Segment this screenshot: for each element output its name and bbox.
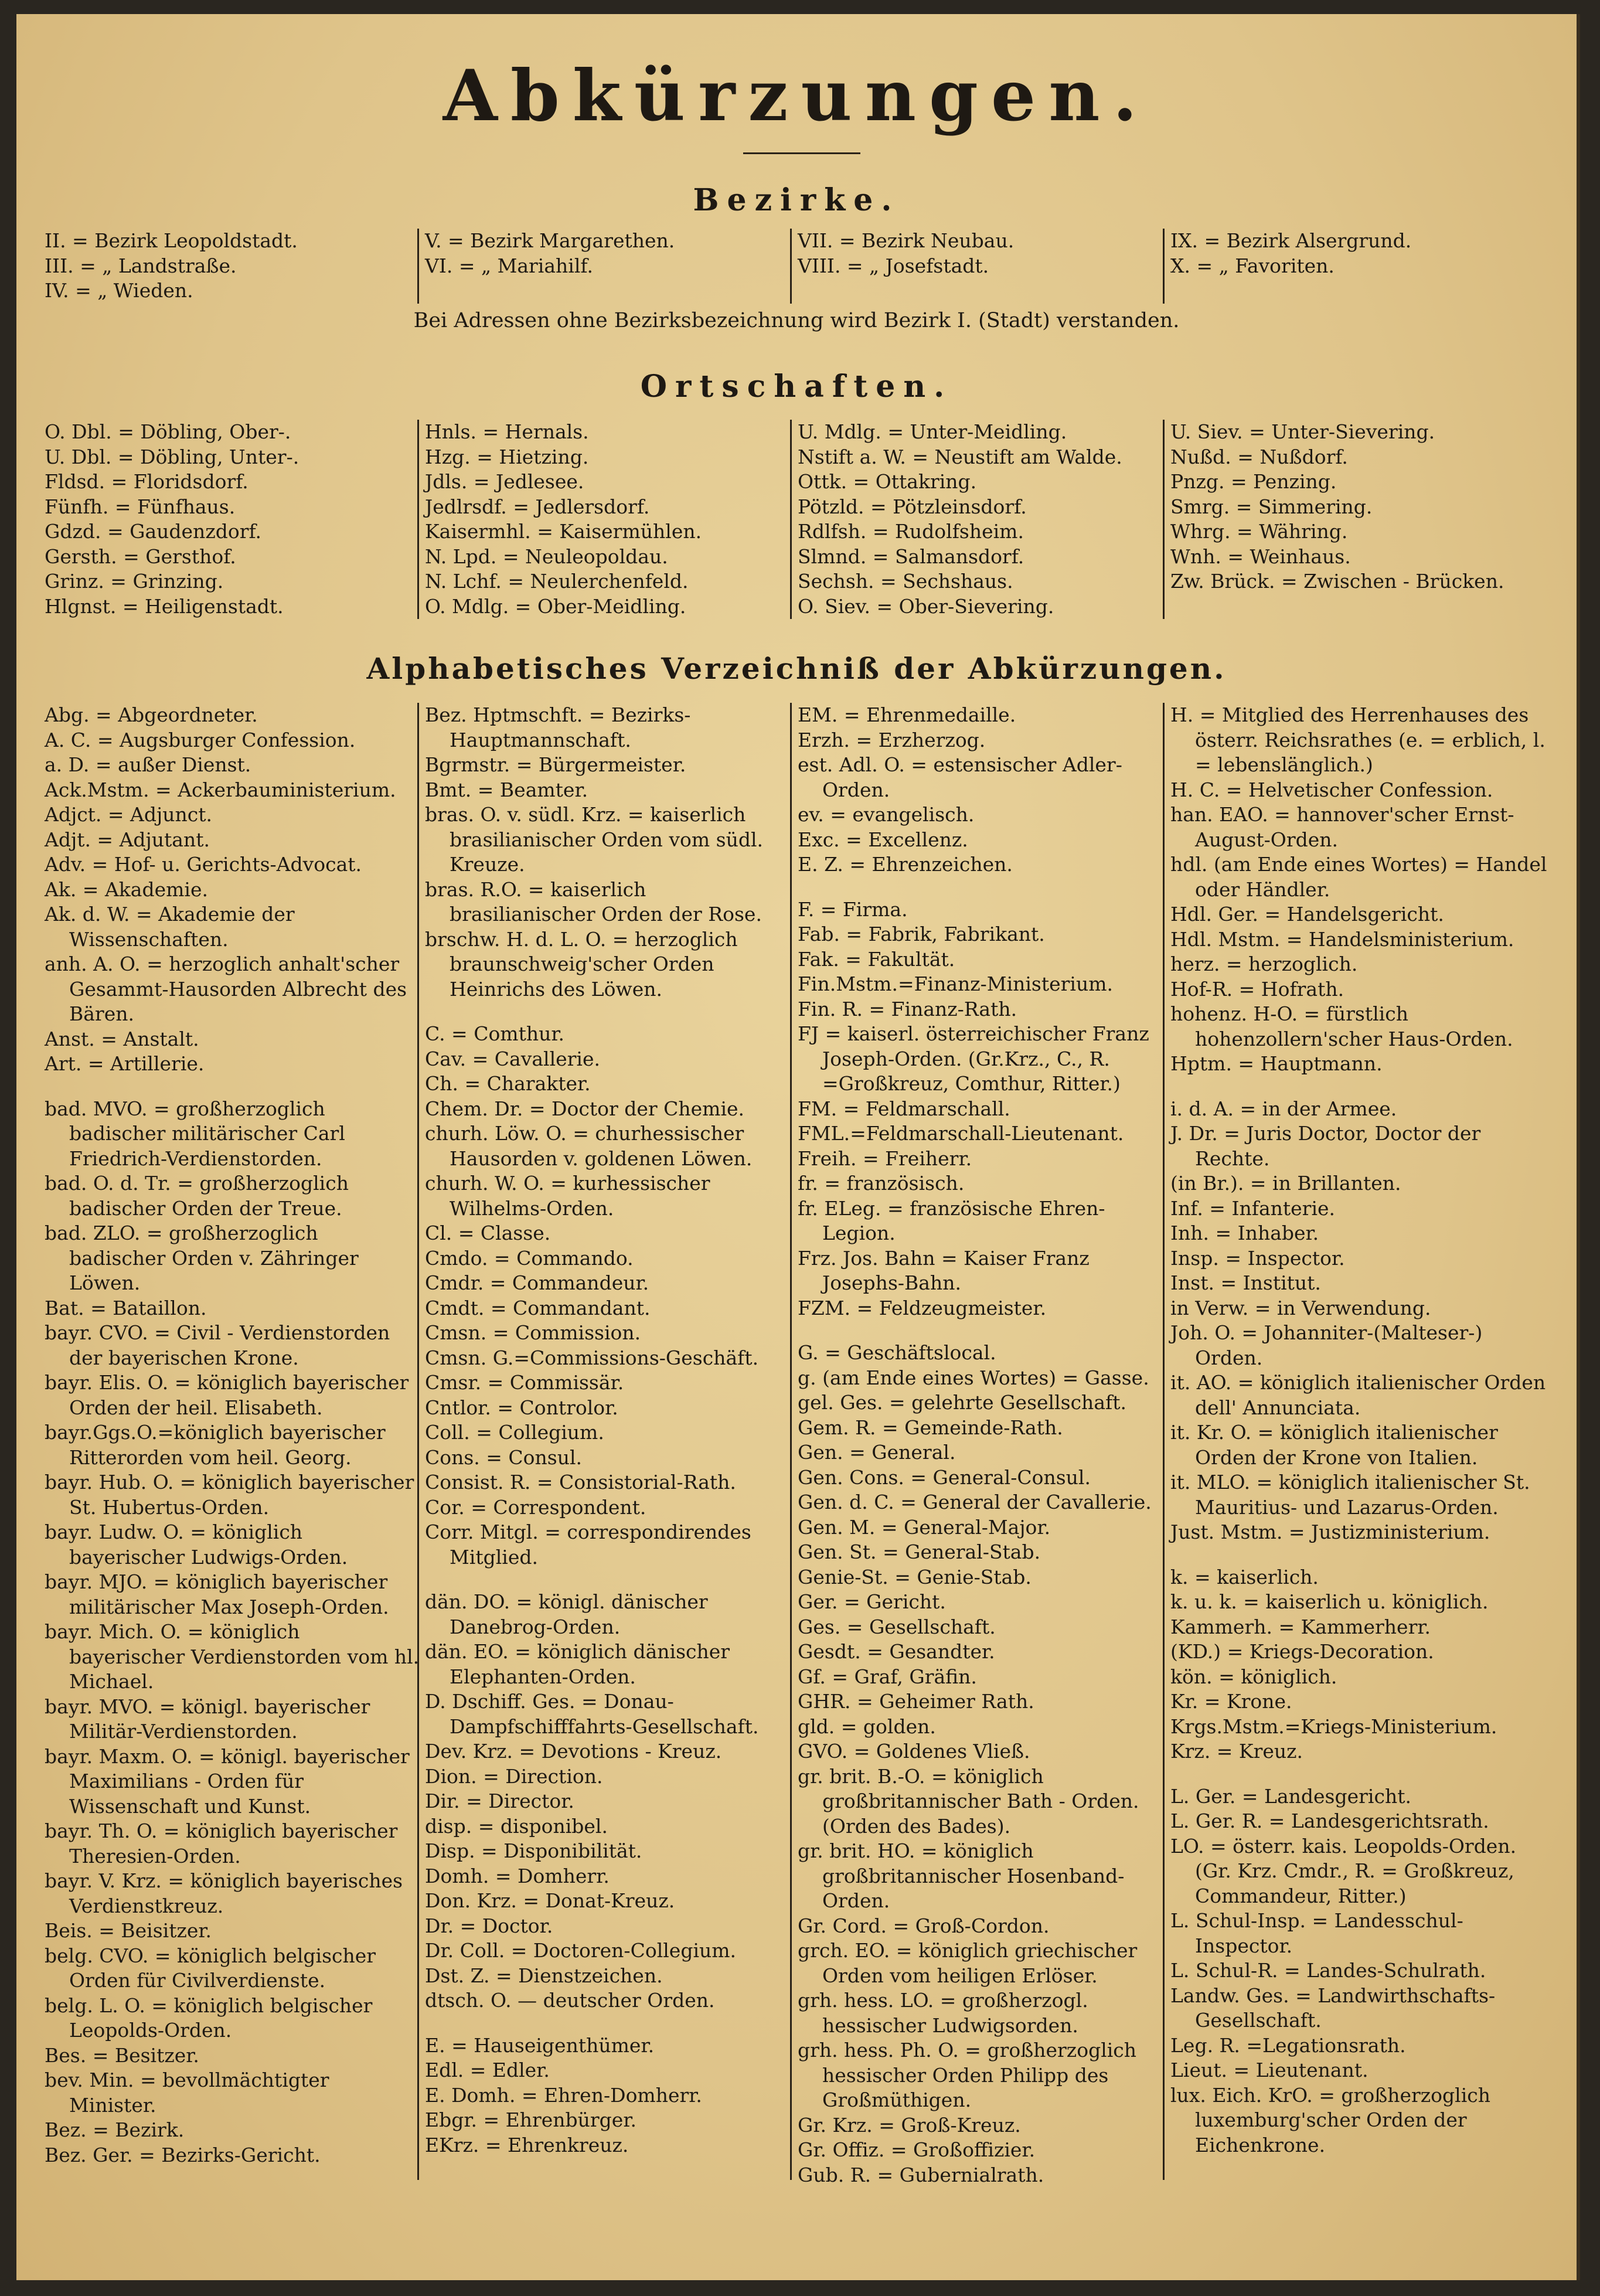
abbreviation-entry: Anst. = Anstalt.	[45, 1027, 199, 1050]
abbreviation-entry: Exc. = Excellenz.	[798, 828, 968, 851]
ortschaft-entry: Wnh. = Weinhaus.	[1170, 545, 1351, 568]
ortschaft-entry: Jedlrsdf. = Jedlersdorf.	[425, 495, 650, 518]
abbreviation-entry: bayr. CVO. = Civil - Verdienstorden der bayerischen Krone.	[45, 1321, 390, 1369]
abbreviation-entry: Cmsn. = Commission.	[425, 1321, 641, 1344]
ortschaften-column-2	[417, 420, 792, 619]
abbreviation-entry: anh. A. O. = herzoglich anhalt'scher Gesammt-Hausorden Albrecht des Bären.	[45, 953, 407, 1025]
abbreviation-entry: Fab. = Fabrik, Fabrikant.	[798, 923, 1045, 945]
abbreviation-entry: bras. R.O. = kaiserlich brasilianischer Orden der Rose.	[425, 877, 762, 926]
abbreviation-entry: bad. MVO. = großherzoglich badischer militärischer Carl Friedrich-Verdienstorden.	[45, 1097, 345, 1170]
ortschaft-entry: O. Mdlg. = Ober-Meidling.	[425, 594, 686, 618]
ortschaft-entry: Hlgnst. = Heiligenstadt.	[45, 594, 284, 618]
bezirk-entry: V. = Bezirk Margarethen.	[425, 229, 675, 252]
abbreviation-entry: EM. = Ehrenmedaille.	[798, 703, 1016, 726]
abbreviation-entry: FML.=Feldmarschall-Lieutenant.	[798, 1122, 1124, 1145]
abbreviation-entry: dtsch. O. — deutscher Orden.	[425, 1989, 715, 2012]
abbreviation-entry: belg. CVO. = königlich belgischer Orden für Civilverdienste.	[45, 1944, 376, 1992]
abbreviation-entry: Chem. Dr. = Doctor der Chemie.	[425, 1097, 745, 1120]
abbreviation-entry: Cl. = Classe.	[425, 1222, 551, 1244]
abbreviation-entry: dän. DO. = königl. dänischer Danebrog-Orden.	[425, 1590, 708, 1638]
abbreviation-entry: Landw. Ges. = Landwirthschafts-Gesellschaft.	[1170, 1984, 1496, 2032]
abbreviation-entry: Adjct. = Adjunct.	[45, 803, 212, 826]
bezirk-entry: VII. = Bezirk Neubau.	[798, 229, 1015, 252]
abbreviation-entry: bev. Min. = bevollmächtigter Minister.	[45, 2069, 329, 2117]
abbreviation-entry: gld. = golden.	[798, 1715, 936, 1738]
abbreviation-entry: J. Dr. = Juris Doctor, Doctor der Rechte.	[1170, 1122, 1481, 1170]
abbreviation-entry: Consist. R. = Consistorial-Rath.	[425, 1471, 736, 1494]
abbreviation-entry: Ch. = Charakter.	[425, 1072, 591, 1095]
ortschaft-entry: Jdls. = Jedlesee.	[425, 470, 584, 493]
abbreviation-entry: Leg. R. =Legationsrath.	[1170, 2033, 1406, 2057]
bezirk-entry: X. = „ Favoriten.	[1170, 254, 1335, 277]
abbreviation-entry: Cmsn. G.=Commissions-Geschäft.	[425, 1346, 759, 1369]
bezirk-entry: II. = Bezirk Leopoldstadt.	[45, 229, 298, 252]
abbreviation-entry: in Verw. = in Verwendung.	[1170, 1296, 1431, 1319]
abbreviation-entry: it. Kr. O. = königlich italienischer Orden der Krone von Italien.	[1170, 1421, 1498, 1469]
abbreviations-column-3	[790, 703, 1165, 2186]
ortschaft-entry: Nstift a. W. = Neustift am Walde.	[798, 445, 1122, 468]
ortschaft-entry: Kaisermhl. = Kaisermühlen.	[425, 520, 702, 543]
abbreviation-entry: Hdl. Ger. = Handelsgericht.	[1170, 903, 1444, 926]
ortschaft-entry: U. Siev. = Unter-Sievering.	[1170, 420, 1435, 443]
abbreviation-entry: Krz. = Kreuz.	[1170, 1740, 1303, 1763]
ortschaft-entry: Nußd. = Nußdorf.	[1170, 445, 1348, 468]
abbreviation-entry: Beis. = Beisitzer.	[45, 1919, 212, 1942]
abbreviation-entry: gr. brit. B.-O. = königlich großbritannischer Bath - Orden. (Orden des Bades).	[798, 1764, 1139, 1838]
abbreviation-entry: Genie-St. = Genie-Stab.	[798, 1565, 1032, 1589]
abbreviation-entry: Adjt. = Adjutant.	[45, 828, 210, 851]
title-rule	[743, 152, 860, 154]
ortschaft-entry: Hnls. = Hernals.	[425, 420, 589, 443]
abbreviation-entry: Bez. = Bezirk.	[45, 2118, 185, 2141]
page	[16, 14, 1580, 2280]
ortschaft-entry: Slmnd. = Salmansdorf.	[798, 545, 1024, 568]
abbreviation-entry: Dst. Z. = Dienstzeichen.	[425, 1964, 663, 1987]
abbreviation-entry: (in Br.). = in Brillanten.	[1170, 1172, 1401, 1195]
abbreviation-entry: Krgs.Mstm.=Kriegs-Ministerium.	[1170, 1715, 1497, 1738]
bezirk-entry: IX. = Bezirk Alsergrund.	[1170, 229, 1412, 252]
abbreviation-entry: Insp. = Inspector.	[1170, 1246, 1345, 1270]
abbreviation-entry: brschw. H. d. L. O. = herzoglich braunschweig'scher Orden Heinrichs des Löwen.	[425, 927, 738, 1001]
abbreviation-entry: Gen. d. C. = General der Cavallerie.	[798, 1491, 1152, 1513]
abbreviation-entry: Dion. = Direction.	[425, 1764, 603, 1788]
abbreviation-entry: EKrz. = Ehrenkreuz.	[425, 2133, 629, 2156]
section-heading-bezirke: Bezirke.	[693, 182, 900, 218]
abbreviation-entry: grh. hess. Ph. O. = großherzoglich hessischer Orden Philipp des Großmüthigen.	[798, 2039, 1137, 2111]
abbreviation-entry: g. (am Ende eines Wortes) = Gasse.	[798, 1366, 1149, 1389]
ortschaft-entry: Rdlfsh. = Rudolfsheim.	[798, 520, 1024, 543]
abbreviation-entry: Ack.Mstm. = Ackerbauministerium.	[45, 778, 396, 801]
abbreviation-entry: bad. ZLO. = großherzoglich badischer Orden v. Zähringer Löwen.	[45, 1222, 359, 1294]
abbreviation-entry: L. Schul-R. = Landes-Schulrath.	[1170, 1959, 1486, 1982]
abbreviation-entry: bayr. V. Krz. = königlich bayerisches Verdienstkreuz.	[45, 1869, 403, 1917]
abbreviation-entry: bayr. MVO. = königl. bayerischer Militär-Verdienstorden.	[45, 1695, 370, 1743]
bezirk-entry: III. = „ Landstraße.	[45, 254, 237, 277]
abbreviation-entry: A. C. = Augsburger Confession.	[45, 728, 356, 751]
abbreviation-entry: bad. O. d. Tr. = großherzoglich badischer Orden der Treue.	[45, 1172, 349, 1220]
abbreviations-column-4	[1163, 703, 1550, 2180]
abbreviation-entry: Just. Mstm. = Justizministerium.	[1170, 1521, 1490, 1543]
abbreviation-entry: Ges. = Gesellschaft.	[798, 1615, 996, 1638]
abbreviation-entry: H. C. = Helvetischer Confession.	[1170, 778, 1493, 801]
abbreviation-entry: Fin. R. = Finanz-Rath.	[798, 997, 1017, 1021]
abbreviation-entry: bayr. Maxm. O. = königl. bayerischer Maximilians - Orden für Wissenschaft und Kunst.	[45, 1744, 410, 1818]
abbreviation-entry: Ak. d. W. = Akademie der Wissenschaften.	[45, 903, 295, 951]
abbreviation-entry: fr. ELeg. = französische Ehren-Legion.	[798, 1196, 1105, 1244]
abbreviation-entry: Gen. = General.	[798, 1441, 956, 1464]
abbreviation-entry: Hptm. = Hauptmann.	[1170, 1052, 1383, 1075]
ortschaften-column-1	[45, 420, 420, 619]
ortschaften-column-4	[1163, 420, 1550, 619]
abbreviation-entry: Gub. R. = Gubernialrath.	[798, 2163, 1044, 2186]
abbreviation-entry: Lieut. = Lieutenant.	[1170, 2059, 1368, 2081]
ortschaft-entry: Gersth. = Gersthof.	[45, 545, 236, 568]
abbreviation-entry: E. Domh. = Ehren-Domherr.	[425, 2083, 702, 2107]
ortschaft-entry: Pnzg. = Penzing.	[1170, 470, 1337, 493]
abbreviation-entry: Hof-R. = Hofrath.	[1170, 977, 1344, 1001]
abbreviation-entry: Art. = Artillerie.	[45, 1052, 205, 1075]
abbreviation-entry: (KD.) = Kriegs-Decoration.	[1170, 1640, 1434, 1663]
ortschaft-entry: Fldsd. = Floridsdorf.	[45, 470, 248, 493]
abbreviation-entry: Gesdt. = Gesandter.	[798, 1640, 995, 1663]
abbreviation-entry: kön. = königlich.	[1170, 1665, 1337, 1688]
abbreviation-entry: Gr. Cord. = Groß-Cordon.	[798, 1914, 1050, 1937]
abbreviation-entry: lux. Eich. KrO. = großherzoglich luxemburg'scher Orden der Eichenkrone.	[1170, 2083, 1491, 2156]
abbreviation-entry: Bmt. = Beamter.	[425, 778, 588, 801]
ortschaft-entry: Fünfh. = Fünfhaus.	[45, 495, 236, 518]
abbreviation-entry: E. = Hauseigenthümer.	[425, 2033, 655, 2057]
abbreviation-entry: Bez. Ger. = Bezirks-Gericht.	[45, 2143, 321, 2166]
abbreviation-entry: Cmdt. = Commandant.	[425, 1296, 651, 1319]
abbreviation-entry: Cntlor. = Controlor.	[425, 1396, 618, 1419]
ortschaft-entry: O. Siev. = Ober-Sievering.	[798, 594, 1054, 618]
abbreviation-entry: Dr. Coll. = Doctoren-Collegium.	[425, 1939, 737, 1962]
abbreviation-entry: Kr. = Krone.	[1170, 1690, 1292, 1713]
ortschaft-entry: Whrg. = Währing.	[1170, 520, 1348, 543]
bezirke-column-4	[1163, 229, 1550, 304]
abbreviation-entry: gel. Ges. = gelehrte Gesellschaft.	[798, 1391, 1126, 1414]
abbreviation-entry: Hdl. Mstm. = Handelsministerium.	[1170, 927, 1514, 951]
bezirke-column-1	[45, 229, 420, 304]
abbreviation-entry: Cmsr. = Commissär.	[425, 1371, 624, 1394]
abbreviation-entry: GVO. = Goldenes Vließ.	[798, 1740, 1030, 1763]
abbreviation-entry: Gf. = Graf, Gräfin.	[798, 1665, 977, 1688]
abbreviation-entry: bras. O. v. südl. Krz. = kaiserlich brasilianischer Orden vom südl. Kreuze.	[425, 803, 763, 876]
abbreviation-entry: Bgrmstr. = Bürgermeister.	[425, 753, 686, 776]
abbreviation-entry: Gr. Krz. = Groß-Kreuz.	[798, 2113, 1021, 2137]
ortschaft-entry: U. Mdlg. = Unter-Meidling.	[798, 420, 1067, 443]
ortschaft-entry: U. Dbl. = Döbling, Unter-.	[45, 445, 299, 468]
abbreviation-entry: Fin.Mstm.=Finanz-Ministerium.	[798, 972, 1114, 995]
abbreviation-entry: Erzh. = Erzherzog.	[798, 728, 986, 751]
abbreviations-column-2	[417, 703, 792, 2180]
abbreviation-entry: GHR. = Geheimer Rath.	[798, 1690, 1034, 1713]
abbreviation-entry: Joh. O. = Johanniter-(Malteser-) Orden.	[1170, 1321, 1483, 1369]
bezirke-note: Bei Adressen ohne Bezirksbezeichnung wird Bezirk I. (Stadt) verstanden.	[413, 309, 1180, 332]
abbreviation-entry: churh. W. O. = kurhessischer Wilhelms-Orden.	[425, 1172, 710, 1220]
abbreviation-entry: Domh. = Domherr.	[425, 1864, 610, 1887]
ortschaft-entry: Smrg. = Simmering.	[1170, 495, 1373, 518]
abbreviation-entry: bayr.Ggs.O.=königlich bayerischer Ritterorden vom heil. Georg.	[45, 1421, 386, 1469]
section-heading-alphabetisch: Alphabetisches Verzeichniß der Abkürzungen.	[366, 651, 1227, 686]
abbreviation-entry: H. = Mitglied des Herrenhauses des österr. Reichsrathes (e. = erblich, l. = lebenslänglich.)	[1170, 703, 1545, 776]
abbreviation-entry: Edl. = Edler.	[425, 2059, 550, 2081]
abbreviation-entry: FM. = Feldmarschall.	[798, 1097, 1010, 1120]
abbreviation-entry: dän. EO. = königlich dänischer Elephanten-Orden.	[425, 1640, 730, 1688]
abbreviation-entry: hdl. (am Ende eines Wortes) = Handel oder Händler.	[1170, 853, 1547, 901]
abbreviation-entry: grch. EO. = königlich griechischer Orden vom heiligen Erlöser.	[798, 1939, 1138, 1987]
abbreviation-entry: Cor. = Correspondent.	[425, 1495, 646, 1519]
abbreviation-entry: L. Ger. R. = Landesgerichtsrath.	[1170, 1809, 1489, 1832]
abbreviation-entry: Corr. Mitgl. = correspondirendes Mitglied.	[425, 1521, 751, 1569]
abbreviation-entry: FJ = kaiserl. österreichischer Franz Joseph-Orden. (Gr.Krz., C., R. =Großkreuz, Comthur, Ritter.)	[798, 1022, 1149, 1095]
abbreviation-entry: churh. Löw. O. = churhessischer Hausorden v. goldenen Löwen.	[425, 1122, 753, 1170]
abbreviation-entry: Don. Krz. = Donat-Kreuz.	[425, 1889, 675, 1912]
abbreviation-entry: fr. = französisch.	[798, 1172, 965, 1195]
abbreviation-entry: E. Z. = Ehrenzeichen.	[798, 853, 1013, 876]
abbreviation-entry: han. EAO. = hannover'scher Ernst-August-Orden.	[1170, 803, 1514, 851]
abbreviation-entry: Gen. Cons. = General-Consul.	[798, 1465, 1091, 1489]
abbreviation-entry: LO. = österr. kais. Leopolds-Orden. (Gr. Krz. Cmdr., R. = Großkreuz, Commandeur, Ritter.)	[1170, 1834, 1517, 1907]
abbreviation-entry: Fak. = Fakultät.	[798, 947, 955, 971]
abbreviation-entry: hohenz. H-O. = fürstlich hohenzollern'scher Haus-Orden.	[1170, 1002, 1513, 1050]
abbreviation-entry: Gr. Offiz. = Großoffizier.	[798, 2138, 1036, 2161]
ortschaft-entry: O. Dbl. = Döbling, Ober-.	[45, 420, 291, 443]
abbreviation-entry: Cmdo. = Commando.	[425, 1246, 634, 1270]
abbreviation-entry: Ger. = Gericht.	[798, 1590, 946, 1613]
abbreviation-entry: i. d. A. = in der Armee.	[1170, 1097, 1397, 1120]
ortschaft-entry: Zw. Brück. = Zwischen - Brücken.	[1170, 570, 1504, 593]
abbreviation-entry: k. u. k. = kaiserlich u. königlich.	[1170, 1590, 1489, 1613]
abbreviation-entry: bayr. Ludw. O. = königlich bayerischer Ludwigs-Orden.	[45, 1521, 348, 1569]
ortschaft-entry: Gdzd. = Gaudenzdorf.	[45, 520, 261, 543]
abbreviation-entry: Inst. = Institut.	[1170, 1271, 1321, 1294]
abbreviation-entry: Frz. Jos. Bahn = Kaiser Franz Josephs-Bahn.	[798, 1246, 1090, 1294]
abbreviation-entry: Bes. = Besitzer.	[45, 2043, 199, 2067]
abbreviation-entry: D. Dschiff. Ges. = Donau-Dampfschifffahrts-Gesellschaft.	[425, 1690, 759, 1738]
abbreviation-entry: Cons. = Consul.	[425, 1445, 583, 1469]
bezirk-entry: VI. = „ Mariahilf.	[425, 254, 593, 277]
abbreviation-entry: Dir. = Director.	[425, 1790, 574, 1812]
abbreviation-entry: Abg. = Abgeordneter.	[45, 703, 258, 726]
abbreviation-entry: grh. hess. LO. = großherzogl. hessischer Ludwigsorden.	[798, 1989, 1088, 2037]
ortschaft-entry: Pötzld. = Pötzleinsdorf.	[798, 495, 1027, 518]
ortschaft-entry: Sechsh. = Sechshaus.	[798, 570, 1013, 593]
bezirk-entry: IV. = „ Wieden.	[45, 279, 193, 302]
abbreviation-entry: Cav. = Cavallerie.	[425, 1047, 600, 1070]
abbreviation-entry: bayr. Mich. O. = königlich bayerischer Verdienstorden vom hl. Michael.	[45, 1620, 420, 1693]
abbreviation-entry: Coll. = Collegium.	[425, 1421, 604, 1444]
abbreviation-entry: Gem. R. = Gemeinde-Rath.	[798, 1416, 1063, 1439]
section-heading-ortschaften: Ortschaften.	[640, 369, 953, 404]
abbreviation-entry: L. Ger. = Landesgericht.	[1170, 1784, 1411, 1808]
abbreviation-entry: Ak. = Akademie.	[45, 877, 208, 901]
ortschaft-entry: N. Lchf. = Neulerchenfeld.	[425, 570, 689, 593]
abbreviation-entry: Freih. = Freiherr.	[798, 1147, 972, 1170]
abbreviation-entry: F. = Firma.	[798, 897, 908, 921]
abbreviation-entry: C. = Comthur.	[425, 1022, 565, 1045]
ortschaft-entry: Grinz. = Grinzing.	[45, 570, 224, 593]
abbreviation-entry: Inh. = Inhaber.	[1170, 1222, 1319, 1244]
abbreviation-entry: gr. brit. HO. = königlich großbritannischer Hosenband-Orden.	[798, 1839, 1125, 1912]
abbreviation-entry: Disp. = Disponibilität.	[425, 1839, 642, 1862]
abbreviation-entry: est. Adl. O. = estensischer Adler-Orden.	[798, 753, 1122, 801]
abbreviation-entry: bayr. MJO. = königlich bayerischer militärischer Max Joseph-Orden.	[45, 1570, 389, 1618]
abbreviation-entry: Gen. M. = General-Major.	[798, 1515, 1051, 1539]
abbreviation-entry: Cmdr. = Commandeur.	[425, 1271, 649, 1294]
abbreviation-entry: FZM. = Feldzeugmeister.	[798, 1296, 1047, 1319]
abbreviation-entry: L. Schul-Insp. = Landesschul-Inspector.	[1170, 1909, 1463, 1957]
abbreviation-entry: k. = kaiserlich.	[1170, 1565, 1319, 1589]
abbreviation-entry: ev. = evangelisch.	[798, 803, 975, 826]
ortschaften-column-3	[790, 420, 1165, 619]
abbreviation-entry: Inf. = Infanterie.	[1170, 1196, 1336, 1220]
ortschaft-entry: N. Lpd. = Neuleopoldau.	[425, 545, 668, 568]
abbreviation-entry: Kammerh. = Kammerherr.	[1170, 1615, 1431, 1638]
ortschaft-entry: Hzg. = Hietzing.	[425, 445, 589, 468]
abbreviation-entry: Bat. = Bataillon.	[45, 1296, 207, 1319]
abbreviation-entry: G. = Geschäftslocal.	[798, 1341, 996, 1364]
abbreviation-entry: belg. L. O. = königlich belgischer Leopolds-Orden.	[45, 1994, 373, 2042]
bezirke-column-3	[790, 229, 1165, 304]
bezirk-entry: VIII. = „ Josefstadt.	[798, 254, 989, 277]
ortschaft-entry: Ottk. = Ottakring.	[798, 470, 977, 493]
abbreviation-entry: Adv. = Hof- u. Gerichts-Advocat.	[45, 853, 362, 876]
abbreviation-entry: Ebgr. = Ehrenbürger.	[425, 2108, 636, 2131]
abbreviation-entry: Dev. Krz. = Devotions - Kreuz.	[425, 1740, 722, 1763]
abbreviation-entry: bayr. Th. O. = königlich bayerischer Theresien-Orden.	[45, 1819, 398, 1868]
bezirke-column-2	[417, 229, 792, 304]
abbreviation-entry: disp. = disponibel.	[425, 1814, 608, 1838]
abbreviation-entry: a. D. = außer Dienst.	[45, 753, 251, 776]
abbreviation-entry: Bez. Hptmschft. = Bezirks-Hauptmannschaft.	[425, 703, 691, 751]
abbreviation-entry: Dr. = Doctor.	[425, 1914, 553, 1937]
abbreviation-entry: it. AO. = königlich italienischer Orden dell' Annunciata.	[1170, 1371, 1546, 1419]
abbreviation-entry: it. MLO. = königlich italienischer St. Mauritius- und Lazarus-Orden.	[1170, 1471, 1530, 1519]
abbreviation-entry: herz. = herzoglich.	[1170, 953, 1358, 975]
abbreviation-entry: Gen. St. = General-Stab.	[798, 1540, 1041, 1563]
abbreviations-column-1	[45, 703, 420, 2180]
page-title: Abkürzungen.	[442, 55, 1150, 137]
abbreviation-entry: bayr. Elis. O. = königlich bayerischer Orden der heil. Elisabeth.	[45, 1371, 409, 1419]
abbreviation-entry: bayr. Hub. O. = königlich bayerischer St. Hubertus-Orden.	[45, 1471, 414, 1519]
